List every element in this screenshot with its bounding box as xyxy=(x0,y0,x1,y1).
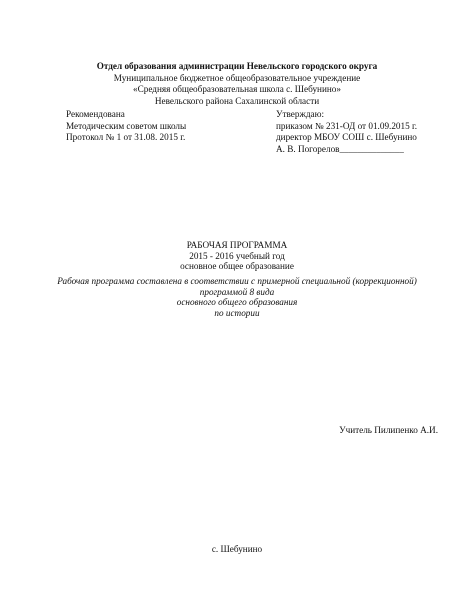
header-institution-type: Муниципальное бюджетное общеобразовательное учреждение xyxy=(113,72,361,83)
order-number: приказом № 231-ОД от 01.09.2015 г. xyxy=(276,120,418,131)
program-description xyxy=(0,276,474,318)
director-signature: А. В. Погорелов______________ xyxy=(276,143,404,154)
description-line-2: программой 8 вида xyxy=(199,286,275,297)
program-title: РАБОЧАЯ ПРОГРАММА xyxy=(186,240,288,250)
recommendation-block xyxy=(66,109,186,144)
protocol-number: Протокол № 1 от 31.08. 2015 г. xyxy=(66,132,186,142)
methodical-council: Методическим советом школы xyxy=(66,120,187,131)
academic-year: 2015 - 2016 учебный год xyxy=(189,250,285,261)
approve-label: Утверждаю: xyxy=(276,109,324,119)
teacher-name: Учитель Пилипенко А.И. xyxy=(339,425,438,435)
document-header xyxy=(0,61,474,107)
header-region: Невельского района Сахалинской области xyxy=(154,95,320,106)
description-line-3: основного общего образования xyxy=(176,297,298,308)
header-department: Отдел образования администрации Невельского городского округа xyxy=(96,61,378,71)
place-name: с. Шебунино xyxy=(211,544,263,554)
approval-block xyxy=(276,109,417,155)
description-subject: по истории xyxy=(214,307,260,318)
director-title: директор МБОУ СОШ с. Шебунино xyxy=(276,132,417,142)
education-level: основное общее образование xyxy=(180,261,294,272)
header-school-name: «Средняя общеобразовательная школа с. Шебунино» xyxy=(133,84,341,94)
program-info xyxy=(0,240,474,272)
description-line-1: Рабочая программа составлена в соответствии с примерной специальной (коррекционной) xyxy=(57,276,417,286)
recommended-label: Рекомендована xyxy=(66,109,125,119)
